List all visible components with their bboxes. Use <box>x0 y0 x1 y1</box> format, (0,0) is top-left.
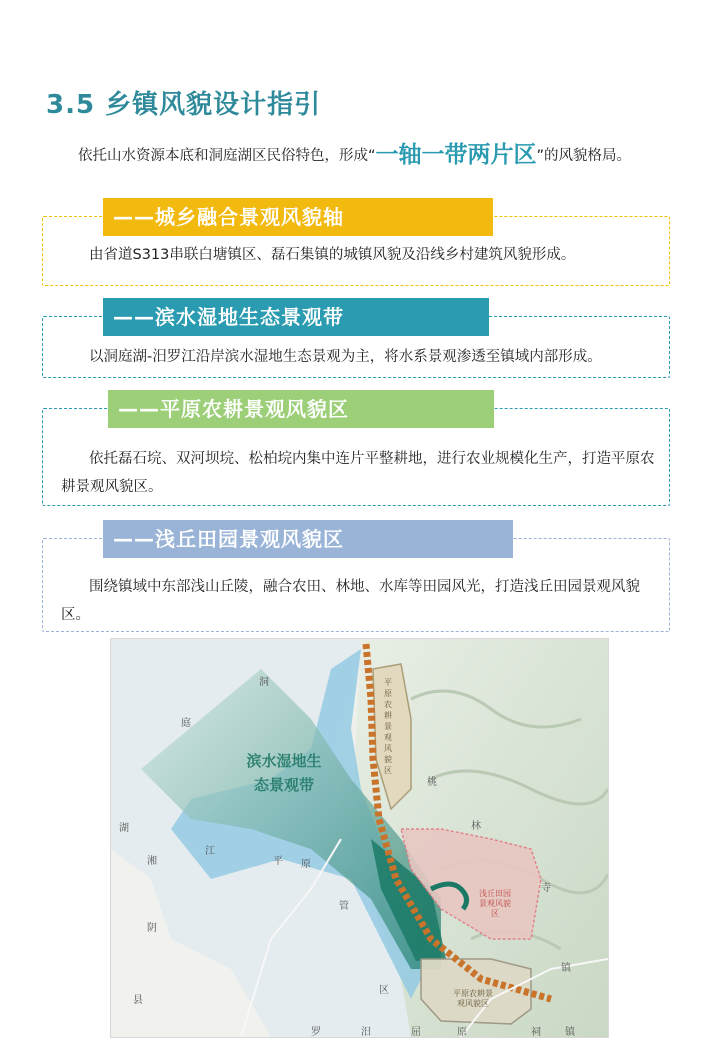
place-qu-south: 屈 <box>411 1027 421 1038</box>
map-graphic <box>111 639 608 1037</box>
place-ting: 庭 <box>181 718 191 729</box>
place-xiang: 湘 <box>147 856 157 867</box>
intro-emphasis: 一轴一带两片区 <box>375 142 537 168</box>
section-text-axis: 由省道S313串联白塘镇区、磊石集镇的城镇风貌及沿线乡村建筑风貌形成。 <box>89 247 576 263</box>
place-yuan: 原 <box>301 859 311 870</box>
wetland-label-line1: 滨水湿地生 <box>246 752 322 770</box>
section-text-wetland: 以洞庭湖-汨罗江沿岸滨水湿地生态景观为主，将水系景观渗透至镇域内部形成。 <box>89 349 602 365</box>
place-ci: 祠 <box>531 1027 541 1038</box>
place-yin: 阴 <box>147 923 157 934</box>
section-heading-wetland: ——滨水湿地生态景观带 <box>103 298 489 336</box>
wetland-label-line2: 态景观带 <box>253 776 314 794</box>
place-dong: 洞 <box>259 677 269 688</box>
section-title: 3.5 乡镇风貌设计指引 <box>46 90 322 120</box>
section-heading-axis: ——城乡融合景观风貌轴 <box>103 198 493 236</box>
landscape-map <box>110 638 609 1038</box>
place-luo: 罗 <box>311 1027 321 1038</box>
place-mi: 汨 <box>361 1027 371 1038</box>
place-jiang: 江 <box>205 846 215 857</box>
place-ping: 平 <box>273 856 283 867</box>
wetland-map-label <box>239 749 329 797</box>
section-heading-hills: ——浅丘田园景观风貌区 <box>103 520 513 558</box>
place-tao: 桃 <box>427 777 437 788</box>
place-zhen-east: 镇 <box>561 963 571 974</box>
section-text-plain: 依托磊石垸、双河坝垸、松柏垸内集中连片平整耕地，进行农业规模化生产，打造平原农耕景观风貌区。 <box>61 451 655 495</box>
section-heading-plain: ——平原农耕景观风貌区 <box>108 390 494 428</box>
place-si: 寺 <box>541 883 551 894</box>
hills-map-label: 浅丘田园景观风貌区 <box>479 889 511 918</box>
place-zhen-south: 镇 <box>565 1027 575 1038</box>
place-yuan-south: 原 <box>457 1027 467 1038</box>
place-qu: 区 <box>379 985 389 996</box>
intro-paragraph <box>62 142 672 169</box>
place-guan: 管 <box>339 901 349 912</box>
intro-text-before: 依托山水资源本底和洞庭湖区民俗特色，形成“ <box>78 148 376 164</box>
north-plain-map-label: 平原农耕景观风貌区 <box>384 678 392 775</box>
place-lin: 林 <box>471 821 481 832</box>
section-text-hills: 围绕镇域中东部浅山丘陵，融合农田、林地、水库等田园风光，打造浅丘田园景观风貌区。 <box>61 579 640 623</box>
place-xian: 县 <box>133 995 143 1006</box>
south-plain-map-label: 平原农耕景观风貌区 <box>453 989 493 1008</box>
place-hu: 湖 <box>119 823 129 834</box>
intro-text-after: ”的风貌格局。 <box>536 148 632 164</box>
